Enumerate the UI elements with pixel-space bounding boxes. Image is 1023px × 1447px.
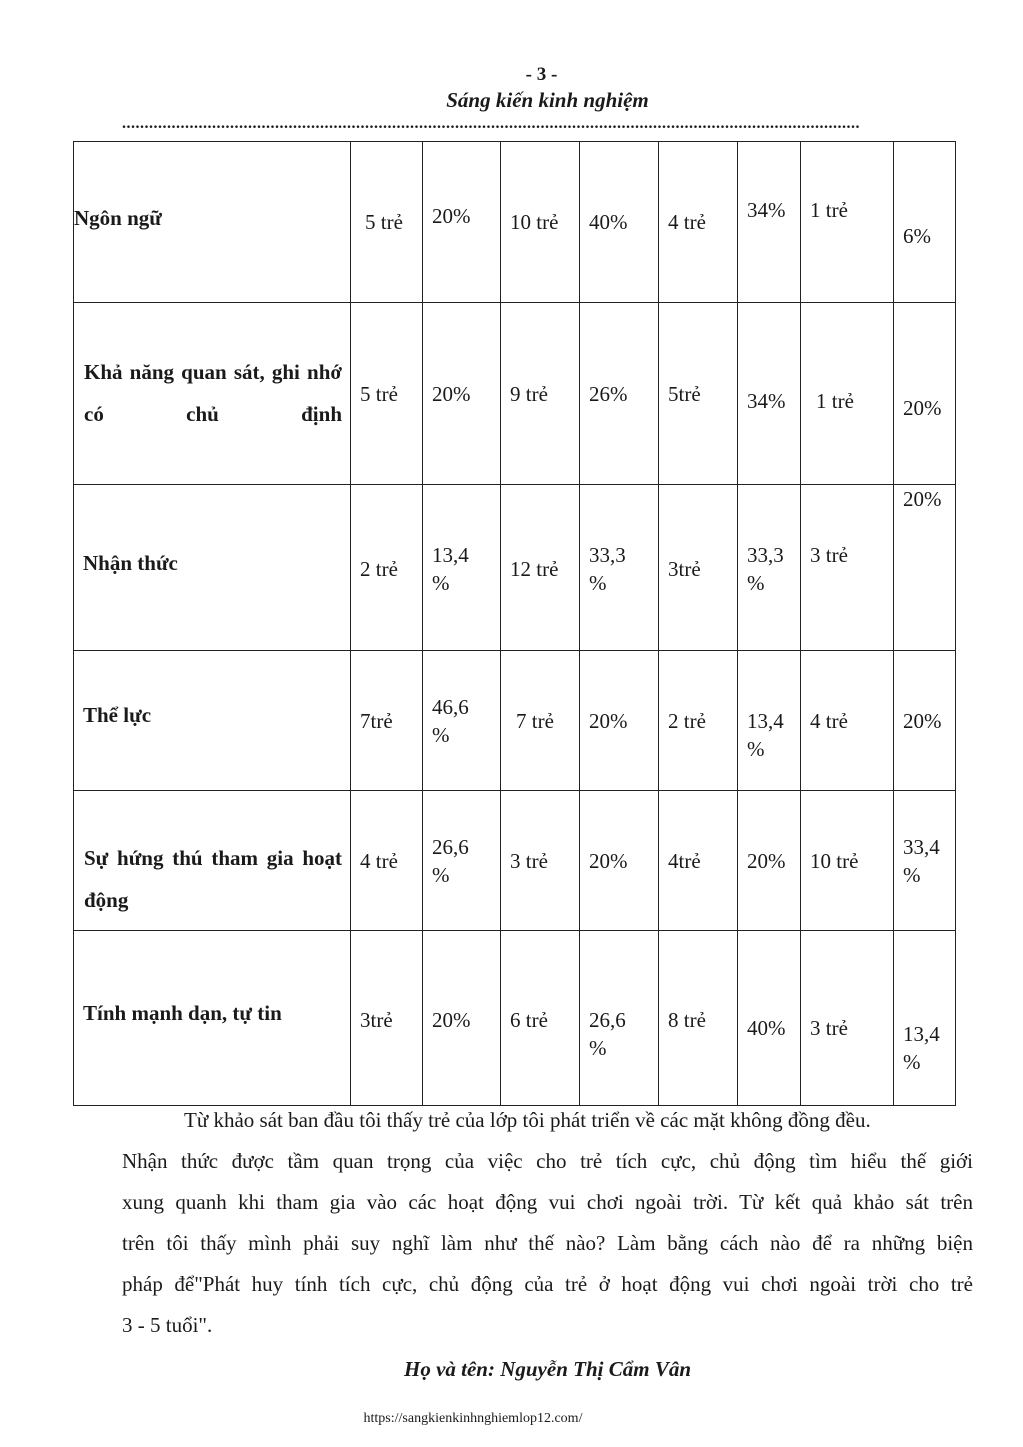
table-cell: 5trẻ (659, 303, 738, 485)
table-row (74, 931, 956, 1106)
criterion-label: Khả năng quan sát, ghi nhớ có chủ định (84, 360, 342, 426)
table-cell: 3trẻ (351, 931, 423, 1106)
table-cell: 12 trẻ (501, 485, 580, 651)
table-cell: 20% (423, 931, 501, 1106)
criterion-cell (74, 303, 351, 485)
table-cell: 40% (738, 931, 801, 1106)
document-title: Sáng kiến kinh nghiệm (446, 88, 649, 112)
table-cell: 20% (738, 791, 801, 931)
table-cell: 13,4 % (738, 651, 801, 791)
criterion-cell (74, 142, 351, 303)
table-cell: 13,4 % (894, 931, 956, 1106)
criterion-cell (74, 791, 351, 931)
table-cell: 3 trẻ (501, 791, 580, 931)
page-number: - 3 - (525, 64, 558, 85)
table-cell: 1 trẻ (801, 142, 894, 303)
paragraph-line: 3 - 5 tuổi". (122, 1313, 213, 1337)
survey-table (73, 141, 956, 1106)
table-cell: 6% (894, 142, 956, 303)
table-cell: 4trẻ (659, 791, 738, 931)
table-cell: 8 trẻ (659, 931, 738, 1106)
table-cell: 6 trẻ (501, 931, 580, 1106)
table-cell: 20% (894, 485, 956, 651)
criterion-label: Ngôn ngữ (74, 206, 162, 230)
table-cell: 5 trẻ (351, 303, 423, 485)
criterion-label: Sự hứng thú tham gia hoạt động (84, 846, 342, 912)
table-cell: 20% (580, 791, 659, 931)
table-cell: 20% (894, 651, 956, 791)
criterion-cell (74, 651, 351, 791)
table-row (74, 303, 956, 485)
table-cell: 10 trẻ (501, 142, 580, 303)
table-cell: 33,3 % (738, 485, 801, 651)
criterion-label: Nhận thức (83, 551, 178, 575)
paragraph-line: Nhận thức được tầm quan trọng của việc cho trẻ tích cực, chủ động tìm hiểu thế giới (122, 1149, 973, 1173)
table-cell: 26% (580, 303, 659, 485)
table-cell: 9 trẻ (501, 303, 580, 485)
criterion-cell (74, 931, 351, 1106)
table-cell: 13,4 % (423, 485, 501, 651)
table-cell: 46,6 % (423, 651, 501, 791)
paragraph-line: pháp để"Phát huy tính tích cực, chủ động của trẻ ở hoạt động vui chơi ngoài trời cho trẻ (122, 1272, 973, 1296)
table-cell: 10 trẻ (801, 791, 894, 931)
table-cell: 33,3 % (580, 485, 659, 651)
table-cell: 34% (738, 303, 801, 485)
table-cell: 26,6 % (423, 791, 501, 931)
criterion-label: Thể lực (83, 703, 152, 727)
table-cell: 20% (423, 303, 501, 485)
table-cell: 4 trẻ (659, 142, 738, 303)
paragraph-line: xung quanh khi tham gia vào các hoạt động vui chơi ngoài trời. Từ kết quả khảo sát trên (122, 1190, 973, 1214)
dotted-separator: .................................................................................................................................................................... (122, 116, 860, 132)
table-cell: 3 trẻ (801, 931, 894, 1106)
table-cell: 20% (580, 651, 659, 791)
table-cell: 40% (580, 142, 659, 303)
footer-url[interactable]: https://sangkienkinhnghiemlop12.com/ (363, 1411, 583, 1426)
table-row (74, 651, 956, 791)
table-cell: 20% (894, 303, 956, 485)
paragraph-line: trên tôi thấy mình phải suy nghĩ làm như thế nào? Làm bằng cách nào để ra những biện (122, 1231, 973, 1255)
table-cell: 7 trẻ (501, 651, 580, 791)
table-cell: 34% (738, 142, 801, 303)
table-cell: 1 trẻ (801, 303, 894, 485)
table-cell: 3trẻ (659, 485, 738, 651)
table-cell: 20% (423, 142, 501, 303)
table-row (74, 142, 956, 303)
table-cell: 26,6 % (580, 931, 659, 1106)
table-row (74, 485, 956, 651)
body-paragraph (122, 1100, 973, 1346)
table-cell: 2 trẻ (659, 651, 738, 791)
criterion-label: Tính mạnh dạn, tự tin (83, 1001, 282, 1025)
table-cell: 4 trẻ (801, 651, 894, 791)
paragraph-line: Từ khảo sát ban đầu tôi thấy trẻ của lớp tôi phát triển về các mặt không đồng đều. (184, 1108, 871, 1132)
table-cell: 33,4 % (894, 791, 956, 931)
table-cell: 4 trẻ (351, 791, 423, 931)
table-cell: 5 trẻ (351, 142, 423, 303)
table-cell: 7trẻ (351, 651, 423, 791)
table-cell: 3 trẻ (801, 485, 894, 651)
table-cell: 2 trẻ (351, 485, 423, 651)
criterion-cell (74, 485, 351, 651)
author-signature: Họ và tên: Nguyễn Thị Cẩm Vân (403, 1357, 692, 1381)
table-row (74, 791, 956, 931)
